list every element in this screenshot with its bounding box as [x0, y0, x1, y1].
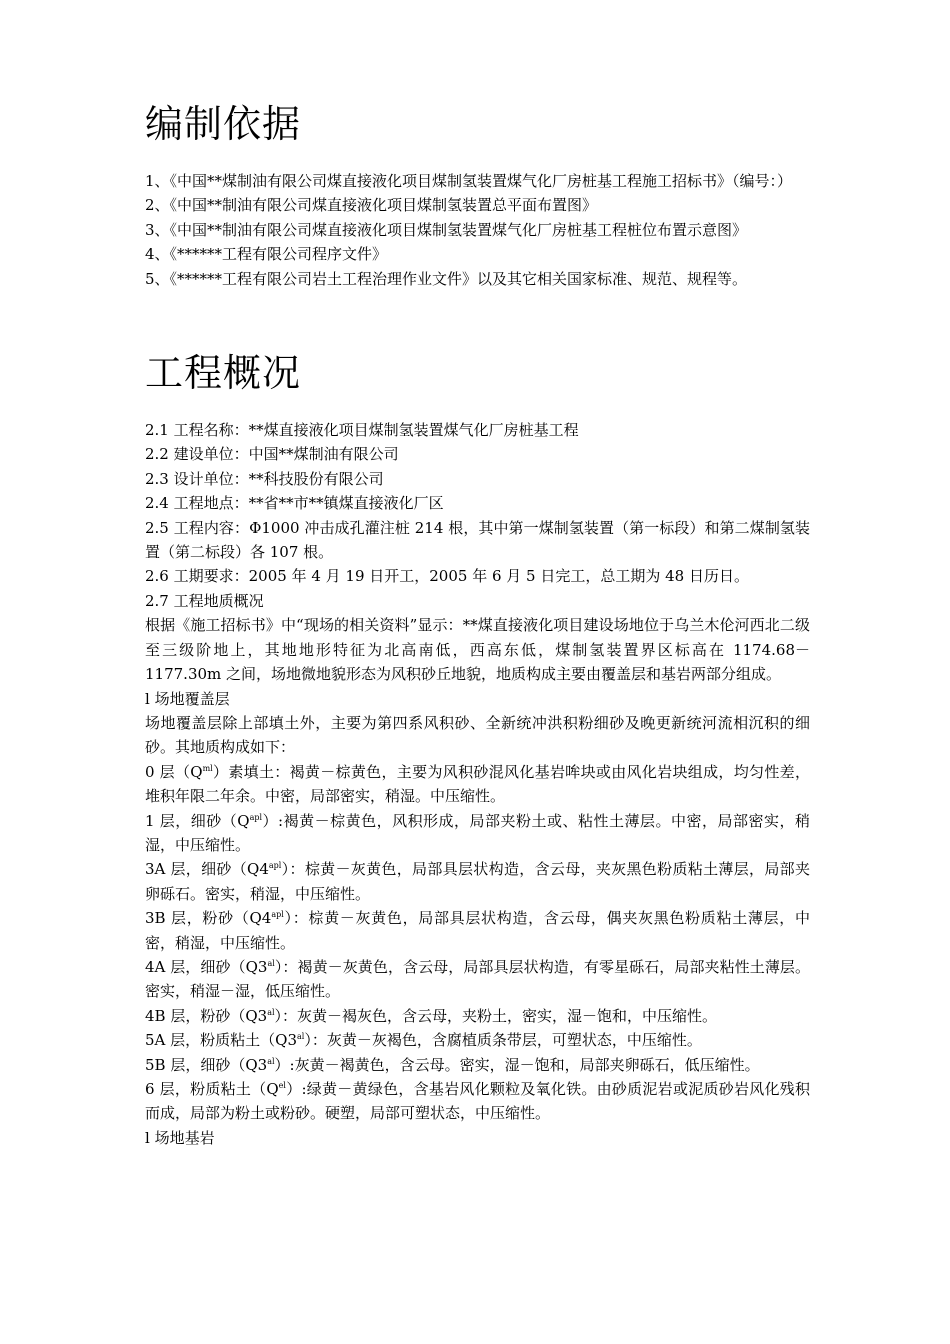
basis-item-4: 4、《******工程有限公司程序文件》: [145, 245, 388, 264]
basis-item-3: 3、《中国**制油有限公司煤直接液化项目煤制氢装置煤气化厂房桩基工程桩位布置示意图》: [145, 220, 748, 239]
bedrock-heading: l 场地基岩: [145, 1128, 215, 1147]
overview-cover-intro: 场地覆盖层除上部填土外，主要为第四系风积砂、全新统冲洪积粉细砂及晚更新统河流相沉积的细砂。其地质构成如下：: [145, 713, 810, 757]
overview-project-name: 2.1 工程名称：**煤直接液化项目煤制氢装置煤气化厂房桩基工程: [145, 421, 579, 440]
layer-3a: 3A 层，细砂$(Q4^{apl})$：棕黄－灰黄色，局部具层状构造，含云母，夹灰黑色粉质粘土薄层，局部夹卵砾石。密实，稍湿，中压缩性。: [145, 860, 810, 903]
section-title-basis: 编制依据: [145, 102, 302, 146]
overview-geology-heading: 2.7 工程地质概况: [145, 591, 264, 610]
overview-owner: 2.2 建设单位：中国**煤制油有限公司: [145, 445, 399, 464]
overview-schedule: 2.6 工期要求：2005 年 4 月 19 日开工，2005 年 6 月 5 日完工，总工期为 48 日历日。: [145, 567, 749, 586]
section-title-overview: 工程概况: [145, 351, 302, 396]
layer-1: 1 层，细砂$(Q^{apl})$:褐黄－棕黄色，风积形成，局部夹粉土或、粘性土薄层。中密，局部密实，稍湿，中压缩性。: [145, 811, 810, 854]
basis-item-2: 2、《中国**制油有限公司煤直接液化项目煤制氢装置总平面布置图》: [145, 196, 598, 215]
section-overview: [145, 345, 810, 1150]
layer-0: 0 层$(Q^{ml})$素填土：褐黄－棕黄色，主要为风积砂混风化基岩哞块或由风化岩块组成，均匀性差，堆积年限二年余。中密，局部密实，稍湿。中压缩性。: [145, 762, 810, 806]
overview-cover-heading: l 场地覆盖层: [145, 689, 230, 708]
layer-4b: 4B 层，粉砂$(Q3^{al})$：灰黄－褐灰色，含云母，夹粉土，密实，湿－饱和，中压缩性。: [145, 1006, 718, 1025]
basis-item-1: 1、《中国**煤制油有限公司煤直接液化项目煤制氢装置煤气化厂房桩基工程施工招标书》（编号：）: [145, 172, 793, 190]
layer-3b: 3B 层，粉砂$(Q4^{apl})$：棕黄－灰黄色，局部具层状构造，含云母，偶夹灰黑色粉质粘土薄层，中密，稍湿，中压缩性。: [145, 909, 810, 952]
layer-6: 6 层，粉质粘土$(Q^{el})$:绿黄－黄绿色，含基岩风化颗粒及氧化铁。由砂质泥岩或泥质砂岩风化残积而成，局部为粉土或粉砂。硬塑，局部可塑状态，中压缩性。: [145, 1080, 810, 1123]
overview-geology-intro: 根据《施工招标书》中“现场的相关资料”显示：**煤直接液化项目建设场地位于乌兰木伦河西北二级至三级阶地上，其地地形特征为北高南低，西高东低，煤制氢装置界区标高在 1174.68－1177.30m 之间，场地微地貌形态为风积砂丘地貌，地质构成主要由覆盖层和基岩两部分组成。: [145, 616, 810, 684]
overview-scope: 2.5 工程内容：Φ1000 冲击成孔灌注桩 214 根，其中第一煤制氢装置（第一标段）和第二煤制氢装置（第二标段）各 107 根。: [145, 518, 810, 562]
document-body: [145, 96, 810, 1150]
layer-5a: 5A 层，粉质粘土$(Q3^{al})$：灰黄－灰褐色，含腐植质条带层，可塑状态，中压缩性。: [145, 1031, 702, 1050]
overview-location: 2.4 工程地点：**省**市**镇煤直接液化厂区: [145, 494, 444, 513]
layer-5b: 5B 层，细砂$(Q3^{al})$:灰黄－褐黄色，含云母。密实，湿－饱和，局部夹卵砾石，低压缩性。: [145, 1055, 760, 1074]
overview-designer: 2.3 设计单位：**科技股份有限公司: [145, 469, 384, 488]
basis-item-5: 5、《******工程有限公司岩土工程治理作业文件》以及其它相关国家标准、规范、规程等。: [145, 269, 748, 288]
layer-4a: 4A 层，细砂$(Q3^{al})$：褐黄－灰黄色，含云母，局部具层状构造，有零星砾石，局部夹粘性土薄层。密实，稍湿－湿，低压缩性。: [145, 957, 810, 1001]
section-basis: [145, 96, 810, 291]
